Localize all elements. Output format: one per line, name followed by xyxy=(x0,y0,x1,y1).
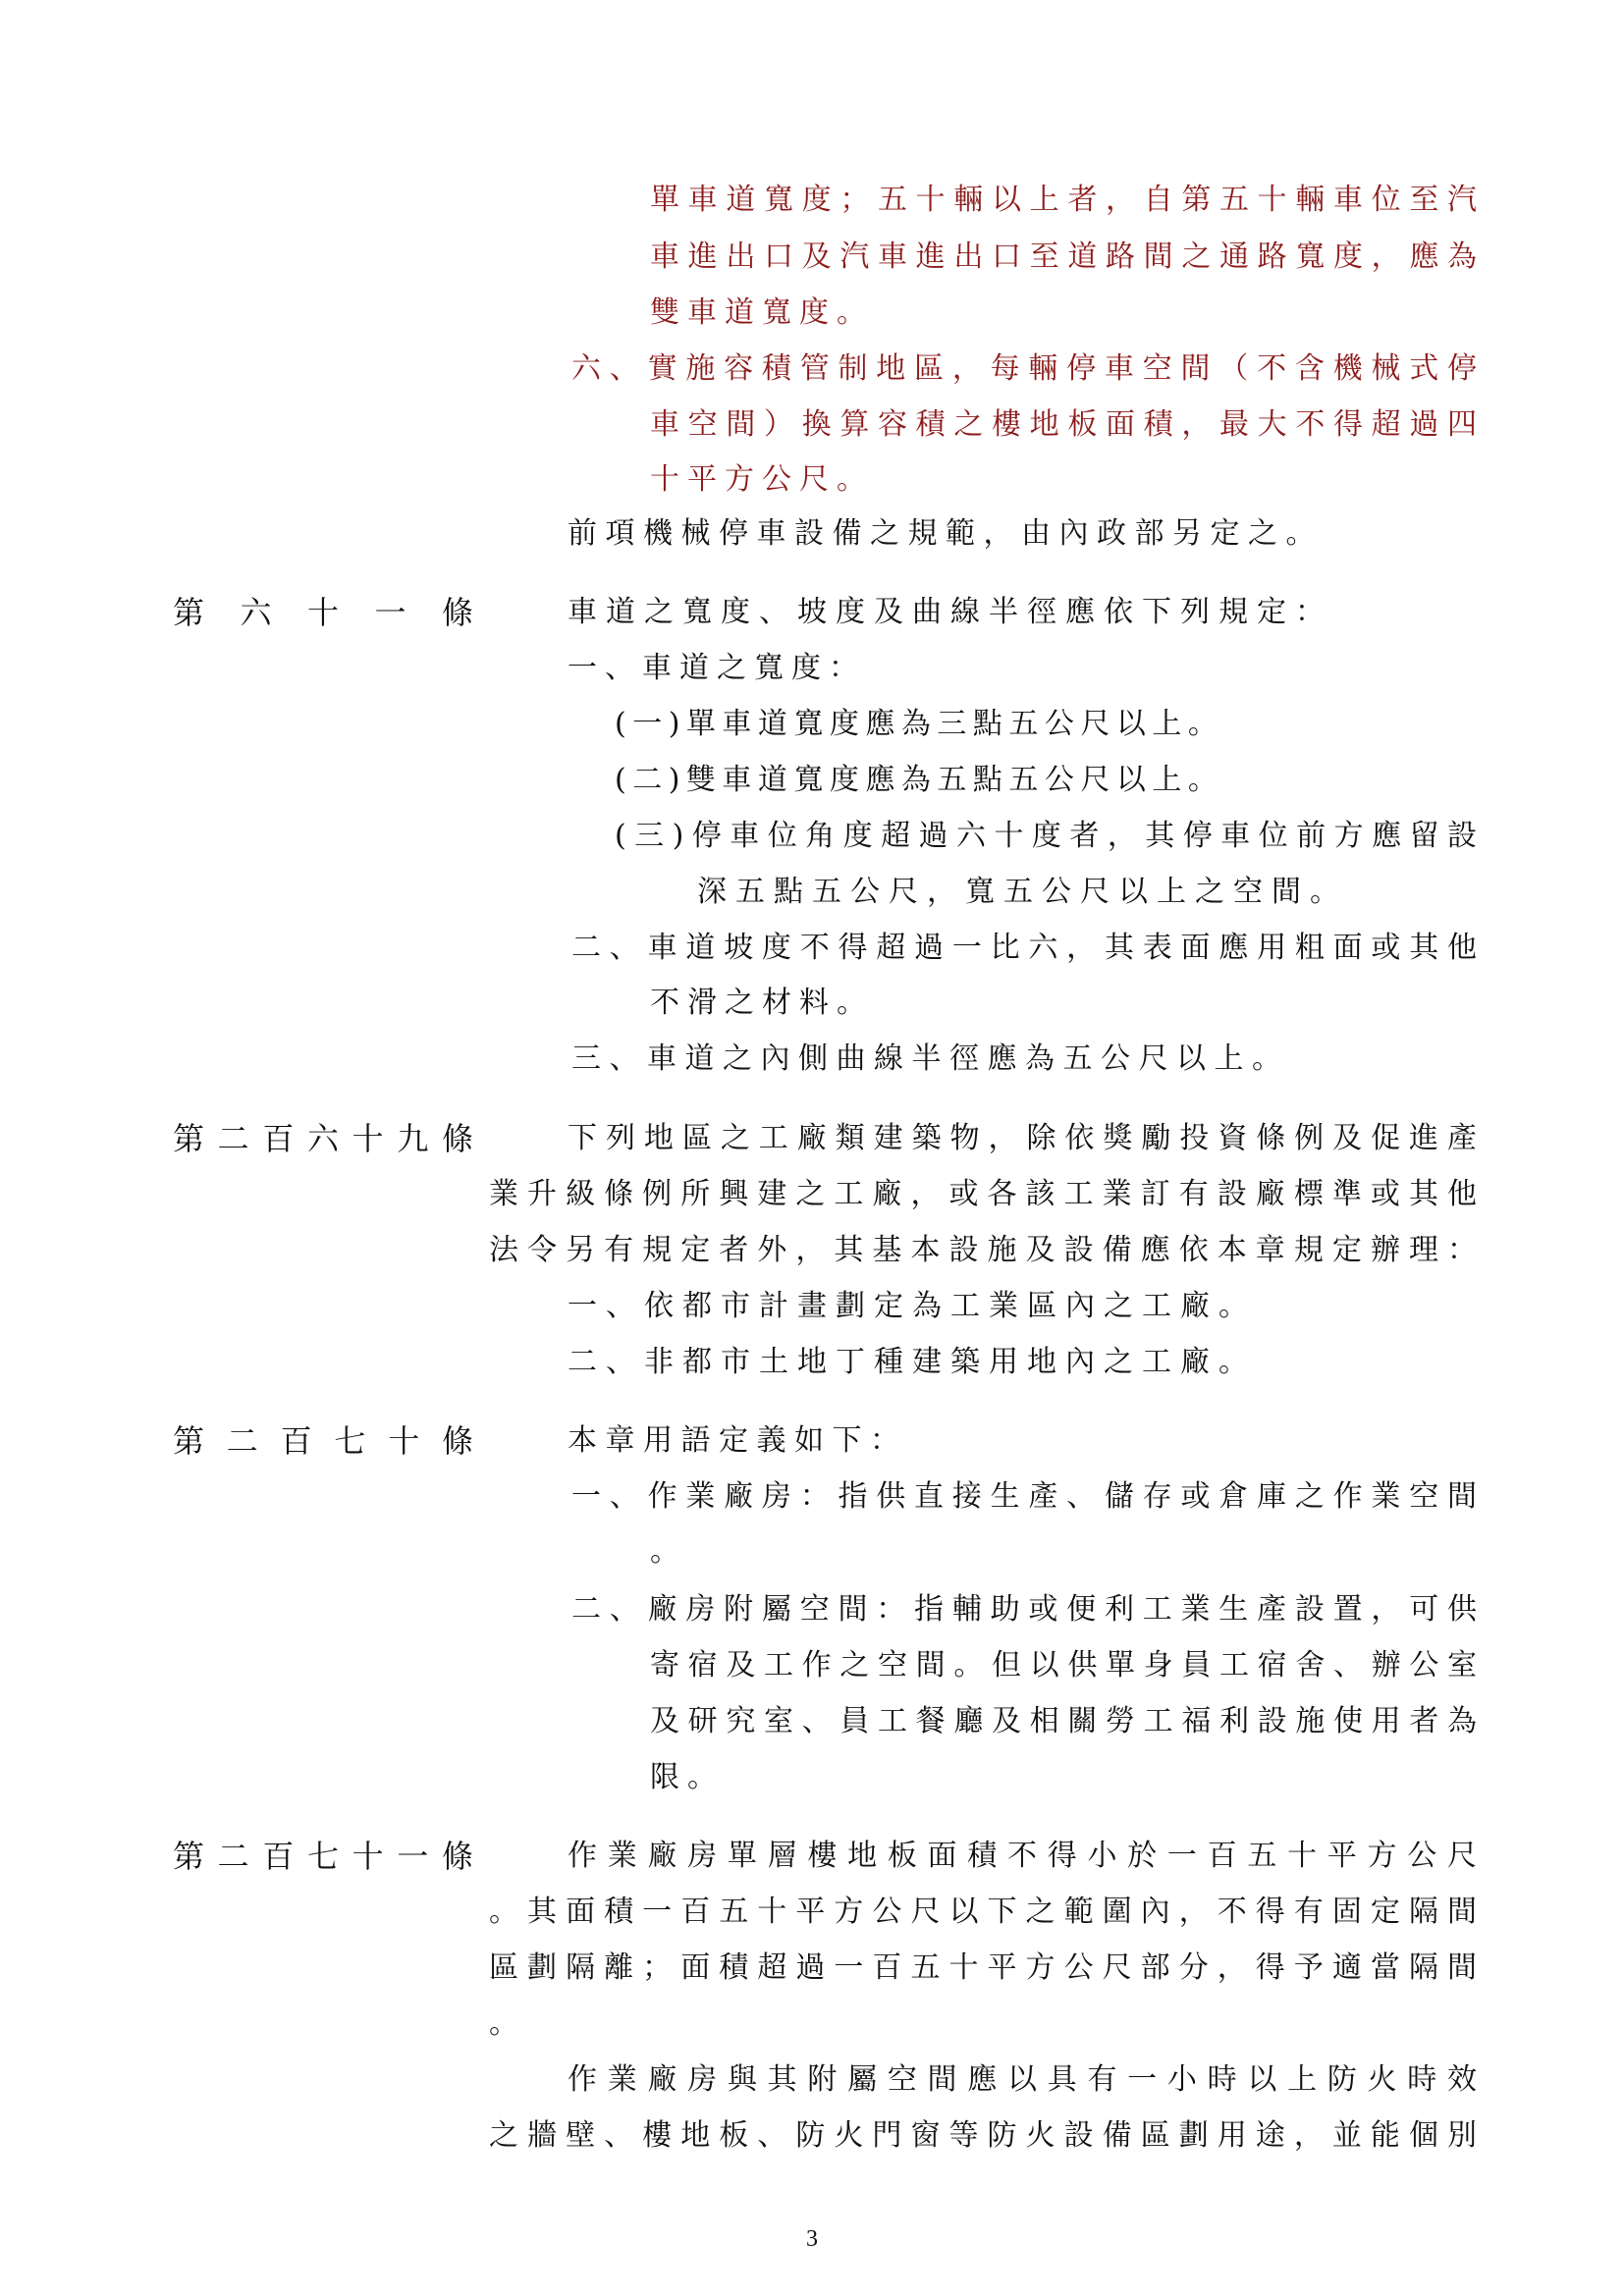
article-270-intro: 本章用語定義如下： xyxy=(568,1423,908,1458)
article-270-item-2c: 及研究室、員工餐廳及相關勞工福利設施使用者為 xyxy=(650,1704,1477,1738)
article-269-item-2: 二、非都市土地丁種建築用地內之工廠。 xyxy=(568,1345,1257,1379)
article-271-para-2b: 之牆壁、樓地板、防火門窗等防火設備區劃用途，並能個別 xyxy=(489,2118,1477,2153)
red-line-2: 車進出口及汽車進出口至道路間之通路寬度，應為 xyxy=(650,240,1477,274)
article-270-item-1a: 一、作業廠房：指供直接生產、儲存或倉庫之作業空間 xyxy=(571,1479,1477,1514)
article-61-item-1: 一、車道之寬度： xyxy=(568,651,866,685)
article-61-intro: 車道之寬度、坡度及曲線半徑應依下列規定： xyxy=(568,595,1333,629)
article-269-item-1: 一、依都市計畫劃定為工業區內之工廠。 xyxy=(568,1289,1257,1323)
article-271-title: 第二百七十一條 xyxy=(173,1838,473,1875)
article-61-sub-3b: 深五點五公尺，寬五公尺以上之空間。 xyxy=(697,875,1348,909)
red-item6-line-1: 六、實施容積管制地區，每輛停車空間（不含機械式停 xyxy=(571,351,1477,386)
red-line-3: 雙車道寬度。 xyxy=(650,295,874,330)
article-270-title: 第二百七十條 xyxy=(173,1422,473,1460)
red-item6-line-3: 十平方公尺。 xyxy=(650,462,874,497)
red-item6-line-2: 車空間）換算容積之樓地板面積，最大不得超過四 xyxy=(650,407,1477,442)
article-61-item-3: 三、車道之內側曲線半徑應為五公尺以上。 xyxy=(571,1041,1290,1076)
article-271-para-2a: 作業廠房與其附屬空間應以具有一小時以上防火時效 xyxy=(568,2062,1477,2097)
article-269-title: 第二百六十九條 xyxy=(173,1120,473,1157)
article-61-sub-1: (一)單車道寬度應為三點五公尺以上。 xyxy=(615,707,1224,741)
article-270-item-2a: 二、廠房附屬空間：指輔助或便利工業生產設置，可供 xyxy=(571,1592,1477,1627)
article-270-item-2d: 限。 xyxy=(650,1760,725,1794)
article-271-line-4: 。 xyxy=(489,2006,518,2041)
article-61-sub-3a: (三)停車位角度超過六十度者，其停車位前方應留設 xyxy=(615,819,1477,853)
article-271-line-3: 區劃隔離；面積超過一百五十平方公尺部分，得予適當隔間 xyxy=(489,1950,1477,1985)
article-61-sub-2: (二)雙車道寬度應為五點五公尺以上。 xyxy=(615,763,1224,797)
article-271-line-2: 。其面積一百五十平方公尺以下之範圍內，不得有固定隔間 xyxy=(489,1895,1477,1929)
prev-note: 前項機械停車設備之規範，由內政部另定之。 xyxy=(568,516,1324,551)
article-269-line-2: 業升級條例所興建之工廠，或各該工業訂有設廠標準或其他 xyxy=(489,1177,1477,1211)
article-269-line-3: 法令另有規定者外，其基本設施及設備應依本章規定辦理： xyxy=(489,1233,1477,1267)
article-271-line-1: 作業廠房單層樓地板面積不得小於一百五十平方公尺 xyxy=(568,1839,1477,1873)
article-269-line-1: 下列地區之工廠類建築物，除依獎勵投資條例及促進產 xyxy=(568,1121,1477,1155)
article-61-item-2a: 二、車道坡度不得超過一比六，其表面應用粗面或其他 xyxy=(571,931,1477,965)
red-line-1: 單車道寬度；五十輛以上者，自第五十輛車位至汽 xyxy=(650,183,1477,217)
article-270-item-1b: 。 xyxy=(650,1534,679,1569)
article-270-item-2b: 寄宿及工作之空間。但以供單身員工宿舍、辦公室 xyxy=(650,1648,1477,1682)
article-61-item-2b: 不滑之材料。 xyxy=(650,986,874,1020)
article-61-title: 第六十一條 xyxy=(173,594,473,631)
page-number: 3 xyxy=(806,2226,818,2252)
